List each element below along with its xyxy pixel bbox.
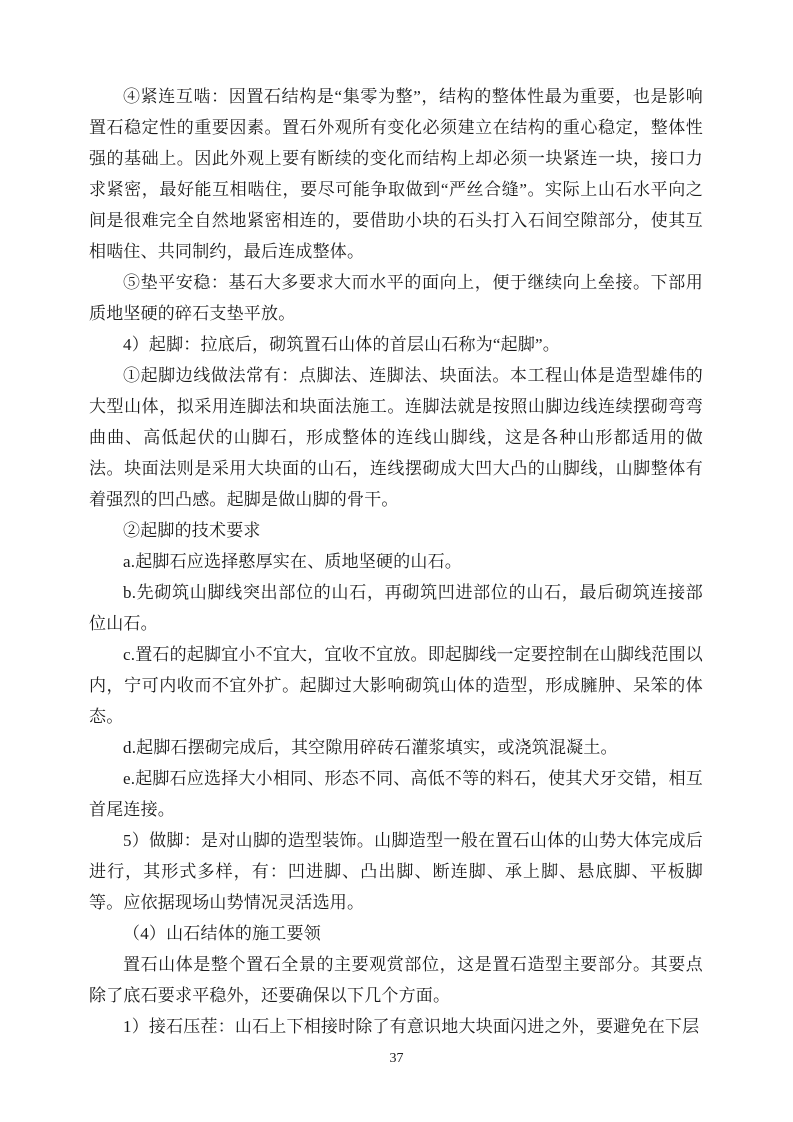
paragraph: 1）接石压茬：山石上下相接时除了有意识地大块面闪进之外，要避免在下层 bbox=[123, 1017, 700, 1036]
paragraph: e.起脚石应选择大小相同、形态不同、高低不等的料石，使其犬牙交错，相互首尾连接。 bbox=[89, 769, 703, 819]
paragraph: b.先砌筑山脚线突出部位的山石，再砌筑凹进部位的山石，最后砌筑连接部位山石。 bbox=[89, 583, 703, 633]
paragraph: d.起脚石摆砌完成后，其空隙用碎砖石灌浆填实，或浇筑混凝土。 bbox=[123, 738, 618, 757]
document-body bbox=[89, 81, 703, 1042]
paragraph: ②起脚的技术要求 bbox=[123, 521, 261, 540]
paragraph: 置石山体是整个置石全景的主要观赏部位，这是置石造型主要部分。其要点除了底石要求平稳外，还要确保以下几个方面。 bbox=[89, 955, 703, 1005]
paragraph: ⑤垫平安稳：基石大多要求大而水平的面向上，便于继续向上垒接。下部用质地坚硬的碎石支垫平放。 bbox=[89, 273, 703, 323]
paragraph: 4）起脚：拉底后，砌筑置石山体的首层山石称为“起脚”。 bbox=[123, 335, 560, 354]
paragraph: c.置石的起脚宜小不宜大，宜收不宜放。即起脚线一定要控制在山脚线范围以内，宁可内收而不宜外扩。起脚过大影响砌筑山体的造型，形成臃肿、呆笨的体态。 bbox=[89, 645, 703, 726]
paragraph: ①起脚边线做法常有：点脚法、连脚法、块面法。本工程山体是造型雄伟的大型山体，拟采用连脚法和块面法施工。连脚法就是按照山脚边线连续摆砌弯弯曲曲、高低起伏的山脚石，形成整体的连线山脚线，这是各种山形都适用的做法。块面法则是采用大块面的山石，连线摆砌成大凹大凸的山脚线，山脚整体有着强烈的凹凸感。起脚是做山脚的骨干。 bbox=[89, 366, 703, 509]
paragraph: 5）做脚：是对山脚的造型装饰。山脚造型一般在置石山体的山势大体完成后进行，其形式多样，有：凹进脚、凸出脚、断连脚、承上脚、悬底脚、平板脚等。应依据现场山势情况灵活选用。 bbox=[89, 831, 703, 912]
paragraph: ④紧连互啮：因置石结构是“集零为整”，结构的整体性最为重要，也是影响置石稳定性的重要因素。置石外观所有变化必须建立在结构的重心稳定，整体性强的基础上。因此外观上要有断续的变化而结构上却必须一块紧连一块，接口力求紧密，最好能互相啮住，要尽可能争取做到“严丝合缝”。实际上山石水平向之间是很难完全自然地紧密相连的，要借助小块的石头打入石间空隙部分，使其互相啮住、共同制约，最后连成整体。 bbox=[89, 87, 703, 261]
paragraph: （4）山石结体的施工要领 bbox=[123, 924, 321, 943]
paragraph: a.起脚石应选择憨厚实在、质地坚硬的山石。 bbox=[123, 552, 462, 571]
page-number: 37 bbox=[389, 1051, 404, 1066]
